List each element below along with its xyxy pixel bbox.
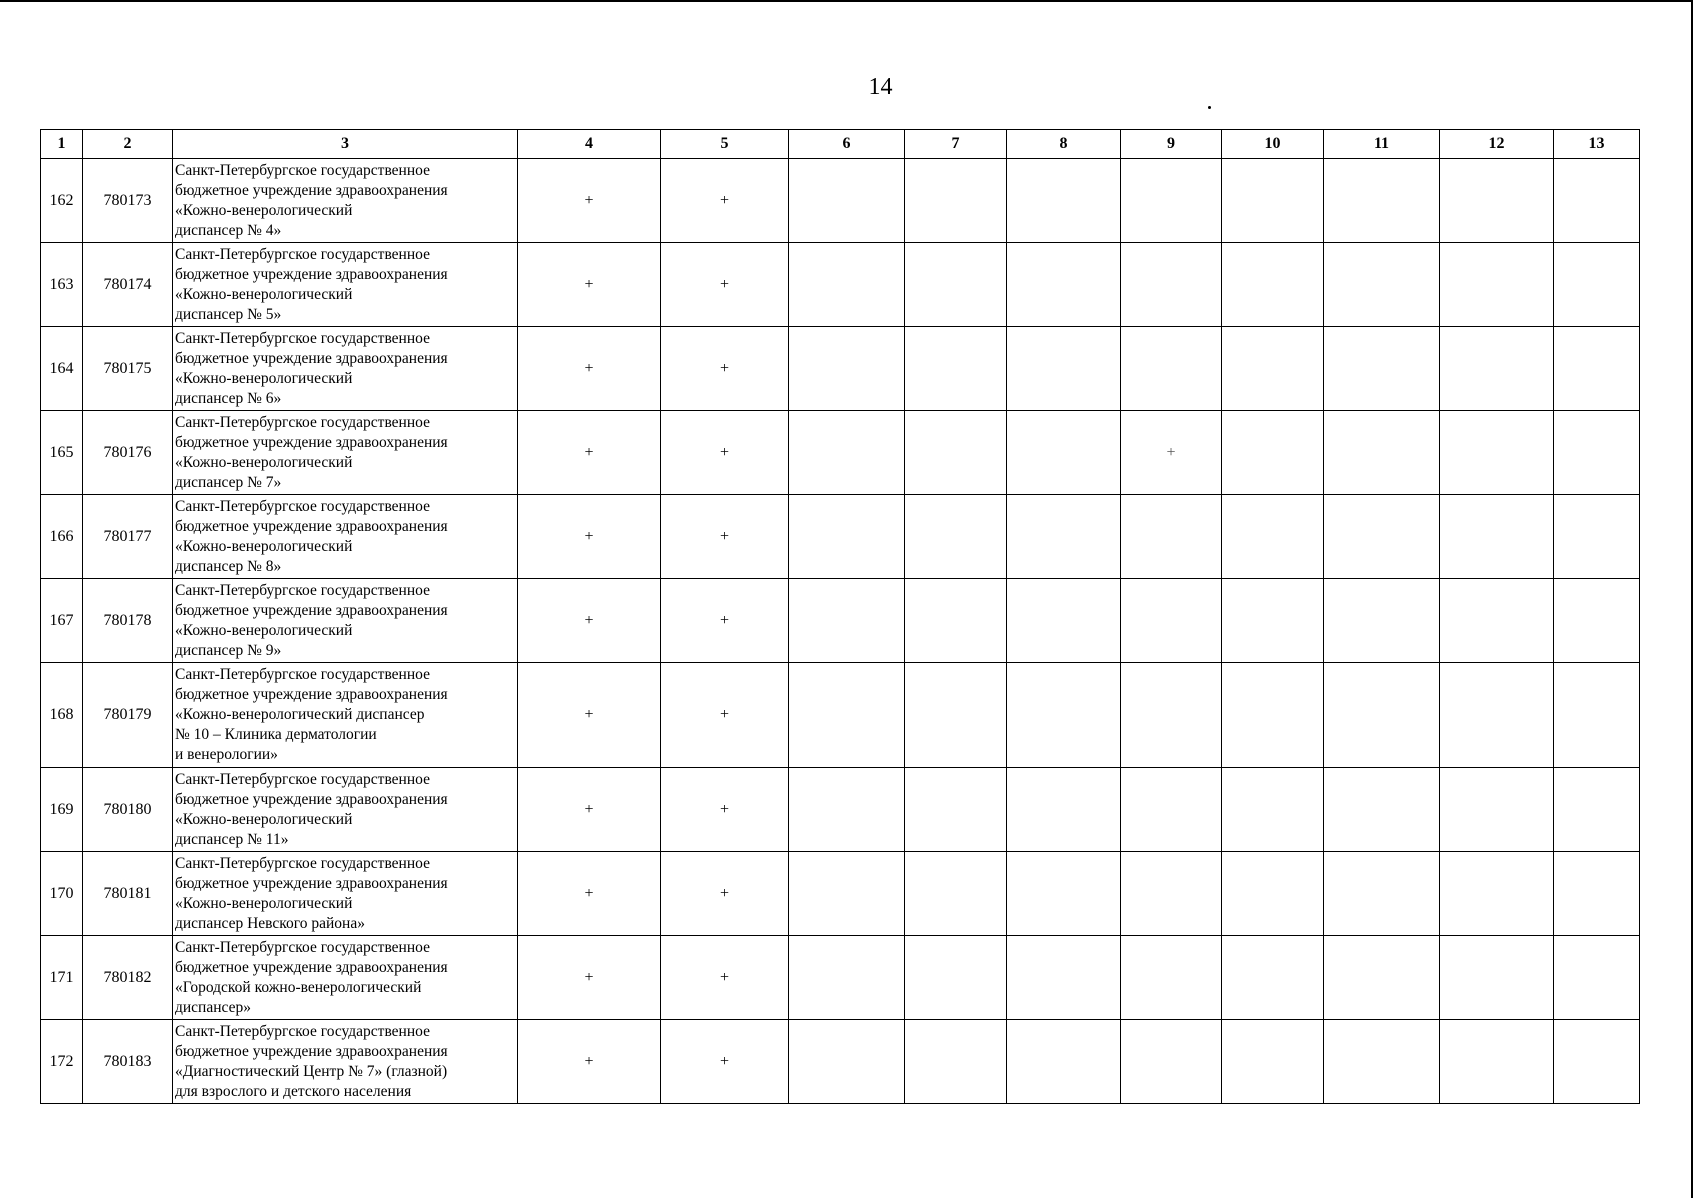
table-row [41, 495, 1640, 579]
mark-cell-6 [789, 159, 905, 243]
registry-table [40, 129, 1640, 1104]
mark-cell-8 [1007, 852, 1121, 936]
mark-cell-9: + [1121, 411, 1222, 495]
registry-code-cell: 780176 [83, 411, 173, 495]
mark-cell-9 [1121, 327, 1222, 411]
organization-name-cell: Санкт-Петербургское государственное бюджетное учреждение здравоохранения «Городской кожно-венерологический диспансер» [173, 936, 518, 1020]
organization-name-cell: Санкт-Петербургское государственное бюджетное учреждение здравоохранения «Кожно-венерологический диспансер № 4» [173, 159, 518, 243]
mark-cell-9 [1121, 579, 1222, 663]
mark-cell-12 [1440, 579, 1554, 663]
mark-cell-10 [1222, 936, 1324, 1020]
organization-name-cell: Санкт-Петербургское государственное бюджетное учреждение здравоохранения «Кожно-венерологический диспансер № 10 – Клиника дерматологии и венерологии» [173, 663, 518, 768]
table-row [41, 411, 1640, 495]
mark-cell-13 [1554, 1020, 1640, 1104]
mark-cell-10 [1222, 411, 1324, 495]
column-header: 2 [83, 130, 173, 159]
column-header: 7 [905, 130, 1007, 159]
mark-cell-4: + [518, 159, 661, 243]
mark-cell-12 [1440, 663, 1554, 768]
registry-code-cell: 780173 [83, 159, 173, 243]
mark-cell-11 [1324, 411, 1440, 495]
mark-cell-6 [789, 936, 905, 1020]
mark-cell-12 [1440, 327, 1554, 411]
mark-cell-4: + [518, 663, 661, 768]
column-header: 10 [1222, 130, 1324, 159]
mark-cell-9 [1121, 159, 1222, 243]
mark-cell-9 [1121, 495, 1222, 579]
row-number-cell: 162 [41, 159, 83, 243]
mark-cell-9 [1121, 768, 1222, 852]
mark-cell-13 [1554, 663, 1640, 768]
row-number-cell: 169 [41, 768, 83, 852]
registry-code-cell: 780181 [83, 852, 173, 936]
row-number-cell: 172 [41, 1020, 83, 1104]
mark-cell-4: + [518, 411, 661, 495]
mark-cell-5: + [661, 327, 789, 411]
column-header: 6 [789, 130, 905, 159]
mark-cell-13 [1554, 159, 1640, 243]
table-row [41, 159, 1640, 243]
mark-cell-8 [1007, 159, 1121, 243]
mark-cell-11 [1324, 936, 1440, 1020]
table-row [41, 327, 1640, 411]
mark-cell-9 [1121, 663, 1222, 768]
registry-code-cell: 780178 [83, 579, 173, 663]
mark-cell-7 [905, 579, 1007, 663]
mark-cell-7 [905, 663, 1007, 768]
organization-name-cell: Санкт-Петербургское государственное бюджетное учреждение здравоохранения «Диагностический Центр № 7» (глазной) для взрослого и детского населения [173, 1020, 518, 1104]
mark-cell-12 [1440, 243, 1554, 327]
mark-cell-8 [1007, 495, 1121, 579]
organization-name-cell: Санкт-Петербургское государственное бюджетное учреждение здравоохранения «Кожно-венерологический диспансер № 7» [173, 411, 518, 495]
mark-cell-10 [1222, 768, 1324, 852]
column-header: 12 [1440, 130, 1554, 159]
mark-cell-8 [1007, 1020, 1121, 1104]
mark-cell-9 [1121, 852, 1222, 936]
mark-cell-5: + [661, 243, 789, 327]
mark-cell-11 [1324, 663, 1440, 768]
table-row [41, 1020, 1640, 1104]
mark-cell-10 [1222, 495, 1324, 579]
mark-cell-5: + [661, 579, 789, 663]
mark-cell-10 [1222, 1020, 1324, 1104]
mark-cell-4: + [518, 1020, 661, 1104]
mark-cell-12 [1440, 159, 1554, 243]
mark-cell-11 [1324, 327, 1440, 411]
mark-cell-4: + [518, 579, 661, 663]
table-row [41, 852, 1640, 936]
organization-name-cell: Санкт-Петербургское государственное бюджетное учреждение здравоохранения «Кожно-венерологический диспансер № 11» [173, 768, 518, 852]
mark-cell-6 [789, 495, 905, 579]
mark-cell-6 [789, 768, 905, 852]
table-row [41, 243, 1640, 327]
row-number-cell: 164 [41, 327, 83, 411]
mark-cell-5: + [661, 411, 789, 495]
mark-cell-8 [1007, 579, 1121, 663]
mark-cell-8 [1007, 936, 1121, 1020]
column-header: 3 [173, 130, 518, 159]
mark-cell-9 [1121, 936, 1222, 1020]
row-number-cell: 170 [41, 852, 83, 936]
mark-cell-6 [789, 411, 905, 495]
mark-cell-5: + [661, 852, 789, 936]
mark-cell-9 [1121, 1020, 1222, 1104]
mark-cell-12 [1440, 768, 1554, 852]
mark-cell-5: + [661, 1020, 789, 1104]
mark-cell-6 [789, 579, 905, 663]
mark-cell-13 [1554, 411, 1640, 495]
column-header: 13 [1554, 130, 1640, 159]
mark-cell-4: + [518, 495, 661, 579]
registry-code-cell: 780182 [83, 936, 173, 1020]
table-row [41, 768, 1640, 852]
row-number-cell: 171 [41, 936, 83, 1020]
mark-cell-11 [1324, 768, 1440, 852]
mark-cell-7 [905, 327, 1007, 411]
page-number: 14 [868, 74, 893, 100]
mark-cell-13 [1554, 936, 1640, 1020]
scan-artifact-dot [1208, 106, 1211, 109]
mark-cell-13 [1554, 852, 1640, 936]
mark-cell-7 [905, 768, 1007, 852]
mark-cell-8 [1007, 768, 1121, 852]
mark-cell-10 [1222, 327, 1324, 411]
column-header: 9 [1121, 130, 1222, 159]
mark-cell-4: + [518, 768, 661, 852]
mark-cell-11 [1324, 1020, 1440, 1104]
mark-cell-5: + [661, 159, 789, 243]
mark-cell-10 [1222, 579, 1324, 663]
column-header: 4 [518, 130, 661, 159]
mark-cell-7 [905, 495, 1007, 579]
mark-cell-11 [1324, 159, 1440, 243]
mark-cell-5: + [661, 495, 789, 579]
column-header: 8 [1007, 130, 1121, 159]
mark-cell-13 [1554, 243, 1640, 327]
mark-cell-4: + [518, 936, 661, 1020]
registry-code-cell: 780177 [83, 495, 173, 579]
mark-cell-12 [1440, 852, 1554, 936]
mark-cell-5: + [661, 768, 789, 852]
mark-cell-6 [789, 1020, 905, 1104]
column-header: 1 [41, 130, 83, 159]
mark-cell-4: + [518, 852, 661, 936]
mark-cell-13 [1554, 579, 1640, 663]
header-row [41, 130, 1640, 159]
row-number-cell: 167 [41, 579, 83, 663]
mark-cell-12 [1440, 411, 1554, 495]
organization-name-cell: Санкт-Петербургское государственное бюджетное учреждение здравоохранения «Кожно-венерологический диспансер № 8» [173, 495, 518, 579]
row-number-cell: 168 [41, 663, 83, 768]
mark-cell-8 [1007, 663, 1121, 768]
registry-code-cell: 780175 [83, 327, 173, 411]
mark-cell-7 [905, 936, 1007, 1020]
mark-cell-11 [1324, 852, 1440, 936]
mark-cell-13 [1554, 495, 1640, 579]
mark-cell-11 [1324, 243, 1440, 327]
mark-cell-12 [1440, 936, 1554, 1020]
mark-cell-13 [1554, 768, 1640, 852]
mark-cell-6 [789, 663, 905, 768]
organization-name-cell: Санкт-Петербургское государственное бюджетное учреждение здравоохранения «Кожно-венерологический диспансер Невского района» [173, 852, 518, 936]
mark-cell-12 [1440, 495, 1554, 579]
mark-cell-11 [1324, 579, 1440, 663]
mark-cell-8 [1007, 411, 1121, 495]
mark-cell-10 [1222, 663, 1324, 768]
mark-cell-8 [1007, 243, 1121, 327]
mark-cell-11 [1324, 495, 1440, 579]
mark-cell-10 [1222, 243, 1324, 327]
row-number-cell: 166 [41, 495, 83, 579]
column-header: 5 [661, 130, 789, 159]
mark-cell-13 [1554, 327, 1640, 411]
mark-cell-8 [1007, 327, 1121, 411]
mark-cell-4: + [518, 327, 661, 411]
mark-cell-7 [905, 159, 1007, 243]
mark-cell-5: + [661, 663, 789, 768]
mark-cell-7 [905, 1020, 1007, 1104]
registry-code-cell: 780180 [83, 768, 173, 852]
mark-cell-7 [905, 852, 1007, 936]
mark-cell-12 [1440, 1020, 1554, 1104]
mark-cell-4: + [518, 243, 661, 327]
mark-cell-7 [905, 243, 1007, 327]
column-header: 11 [1324, 130, 1440, 159]
organization-name-cell: Санкт-Петербургское государственное бюджетное учреждение здравоохранения «Кожно-венерологический диспансер № 9» [173, 579, 518, 663]
table-row [41, 663, 1640, 768]
mark-cell-9 [1121, 243, 1222, 327]
mark-cell-5: + [661, 936, 789, 1020]
row-number-cell: 165 [41, 411, 83, 495]
organization-name-cell: Санкт-Петербургское государственное бюджетное учреждение здравоохранения «Кожно-венерологический диспансер № 5» [173, 243, 518, 327]
row-number-cell: 163 [41, 243, 83, 327]
registry-code-cell: 780183 [83, 1020, 173, 1104]
mark-cell-10 [1222, 159, 1324, 243]
table-row [41, 579, 1640, 663]
registry-code-cell: 780174 [83, 243, 173, 327]
mark-cell-10 [1222, 852, 1324, 936]
mark-cell-6 [789, 243, 905, 327]
mark-cell-6 [789, 852, 905, 936]
table-row [41, 936, 1640, 1020]
mark-cell-6 [789, 327, 905, 411]
mark-cell-7 [905, 411, 1007, 495]
registry-code-cell: 780179 [83, 663, 173, 768]
organization-name-cell: Санкт-Петербургское государственное бюджетное учреждение здравоохранения «Кожно-венерологический диспансер № 6» [173, 327, 518, 411]
